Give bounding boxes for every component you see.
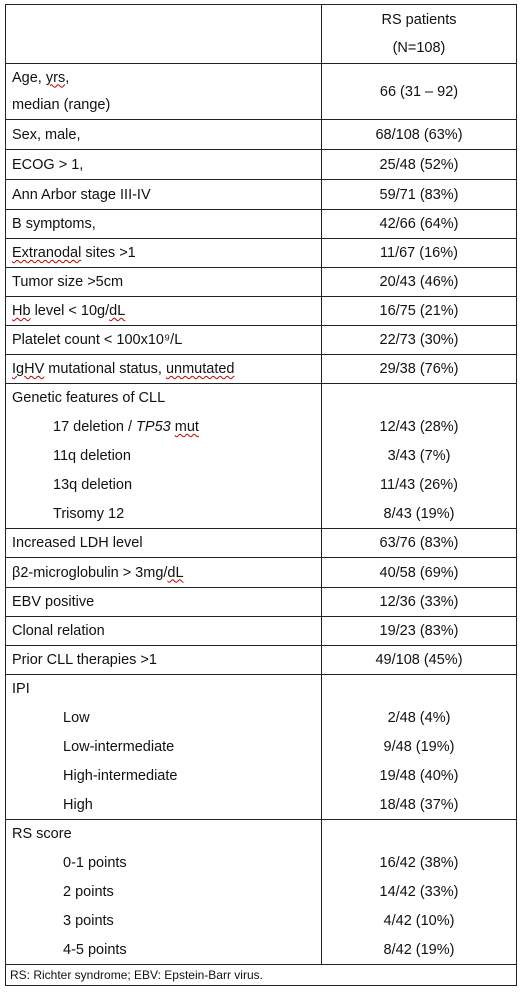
group-title: Genetic features of CLL bbox=[6, 384, 322, 413]
row-label: 2 points bbox=[6, 878, 322, 907]
table-row bbox=[6, 907, 517, 936]
group-title: IPI bbox=[6, 675, 322, 704]
row-value: 12/36 (33%) bbox=[322, 588, 517, 617]
row-label: Clonal relation bbox=[6, 617, 322, 646]
table-row bbox=[6, 442, 517, 471]
table-row bbox=[6, 355, 517, 384]
row-value: 42/66 (64%) bbox=[322, 210, 517, 239]
table-row bbox=[6, 762, 517, 791]
row-value: 2/48 (4%) bbox=[322, 704, 517, 733]
table-row bbox=[6, 588, 517, 617]
row-label: Trisomy 12 bbox=[6, 500, 322, 529]
row-label: ECOG > 1, bbox=[6, 150, 322, 180]
table-row bbox=[6, 878, 517, 907]
table-row bbox=[6, 326, 517, 355]
table-footnote: RS: Richter syndrome; EBV: Epstein-Barr virus. bbox=[6, 965, 517, 986]
footer-row bbox=[6, 965, 517, 986]
characteristics-table bbox=[5, 4, 517, 986]
header-cell bbox=[322, 5, 517, 64]
row-value: 8/43 (19%) bbox=[322, 500, 517, 529]
row-value: 18/48 (37%) bbox=[322, 791, 517, 820]
row-label: Low bbox=[6, 704, 322, 733]
table-row bbox=[6, 500, 517, 529]
row-value: 8/42 (19%) bbox=[322, 936, 517, 965]
row-label: High bbox=[6, 791, 322, 820]
table-row bbox=[6, 936, 517, 965]
table-row bbox=[6, 239, 517, 268]
header-blank-cell bbox=[6, 5, 322, 64]
row-value: 12/43 (28%) bbox=[322, 413, 517, 442]
row-value: 11/67 (16%) bbox=[322, 239, 517, 268]
row-value: 9/48 (19%) bbox=[322, 733, 517, 762]
row-label: 11q deletion bbox=[6, 442, 322, 471]
row-value: 3/43 (7%) bbox=[322, 442, 517, 471]
row-value: 63/76 (83%) bbox=[322, 529, 517, 558]
table-row bbox=[6, 64, 517, 120]
group-blank bbox=[322, 675, 517, 704]
row-label: Tumor size >5cm bbox=[6, 268, 322, 297]
row-value: 11/43 (26%) bbox=[322, 471, 517, 500]
group-blank bbox=[322, 820, 517, 849]
table-row bbox=[6, 791, 517, 820]
table-row bbox=[6, 413, 517, 442]
row-value: 14/42 (33%) bbox=[322, 878, 517, 907]
group-header-genetic bbox=[6, 384, 517, 413]
row-label: Hb level < 10g/dL bbox=[6, 297, 322, 326]
row-label: Extranodal sites >1 bbox=[6, 239, 322, 268]
row-label: EBV positive bbox=[6, 588, 322, 617]
row-label: High-intermediate bbox=[6, 762, 322, 791]
row-value: 49/108 (45%) bbox=[322, 646, 517, 675]
row-label: 0-1 points bbox=[6, 849, 322, 878]
row-value: 66 (31 – 92) bbox=[322, 64, 517, 120]
table-row bbox=[6, 529, 517, 558]
row-value: 16/42 (38%) bbox=[322, 849, 517, 878]
header-n: (N=108) bbox=[392, 40, 446, 56]
row-value: 25/48 (52%) bbox=[322, 150, 517, 180]
group-title: RS score bbox=[6, 820, 322, 849]
group-blank bbox=[322, 384, 517, 413]
table-row bbox=[6, 268, 517, 297]
row-value: 4/42 (10%) bbox=[322, 907, 517, 936]
table-row bbox=[6, 210, 517, 239]
row-label: 3 points bbox=[6, 907, 322, 936]
row-value: 20/43 (46%) bbox=[322, 268, 517, 297]
group-header-ipi bbox=[6, 675, 517, 704]
row-label: 4-5 points bbox=[6, 936, 322, 965]
row-value: 29/38 (76%) bbox=[322, 355, 517, 384]
table-row bbox=[6, 471, 517, 500]
group-header-rs-score bbox=[6, 820, 517, 849]
row-value: 68/108 (63%) bbox=[322, 120, 517, 150]
row-label: Platelet count < 100x10⁹/L bbox=[6, 326, 322, 355]
row-label: B symptoms, bbox=[6, 210, 322, 239]
row-label: IgHV mutational status, unmutated bbox=[6, 355, 322, 384]
row-label: β2-microglobulin > 3mg/dL bbox=[6, 558, 322, 588]
table-row bbox=[6, 733, 517, 762]
row-label: Sex, male, bbox=[6, 120, 322, 150]
row-label: Ann Arbor stage III-IV bbox=[6, 180, 322, 210]
table-row bbox=[6, 646, 517, 675]
table-row bbox=[6, 849, 517, 878]
row-label: Low-intermediate bbox=[6, 733, 322, 762]
table-row bbox=[6, 297, 517, 326]
row-label: Prior CLL therapies >1 bbox=[6, 646, 322, 675]
row-value: 22/73 (30%) bbox=[322, 326, 517, 355]
header-row bbox=[6, 5, 517, 64]
table-row bbox=[6, 617, 517, 646]
row-label: 13q deletion bbox=[6, 471, 322, 500]
row-value: 19/23 (83%) bbox=[322, 617, 517, 646]
table-row bbox=[6, 558, 517, 588]
row-value: 59/71 (83%) bbox=[322, 180, 517, 210]
row-value: 19/48 (40%) bbox=[322, 762, 517, 791]
row-label: Age, yrs, median (range) bbox=[6, 64, 322, 120]
row-label: Increased LDH level bbox=[6, 529, 322, 558]
row-value: 16/75 (21%) bbox=[322, 297, 517, 326]
table-row bbox=[6, 150, 517, 180]
header-title: RS patients bbox=[381, 12, 457, 28]
table-row bbox=[6, 120, 517, 150]
table-row bbox=[6, 180, 517, 210]
row-value: 40/58 (69%) bbox=[322, 558, 517, 588]
table-row bbox=[6, 704, 517, 733]
row-label: 17 deletion / TP53 mut bbox=[6, 413, 322, 442]
